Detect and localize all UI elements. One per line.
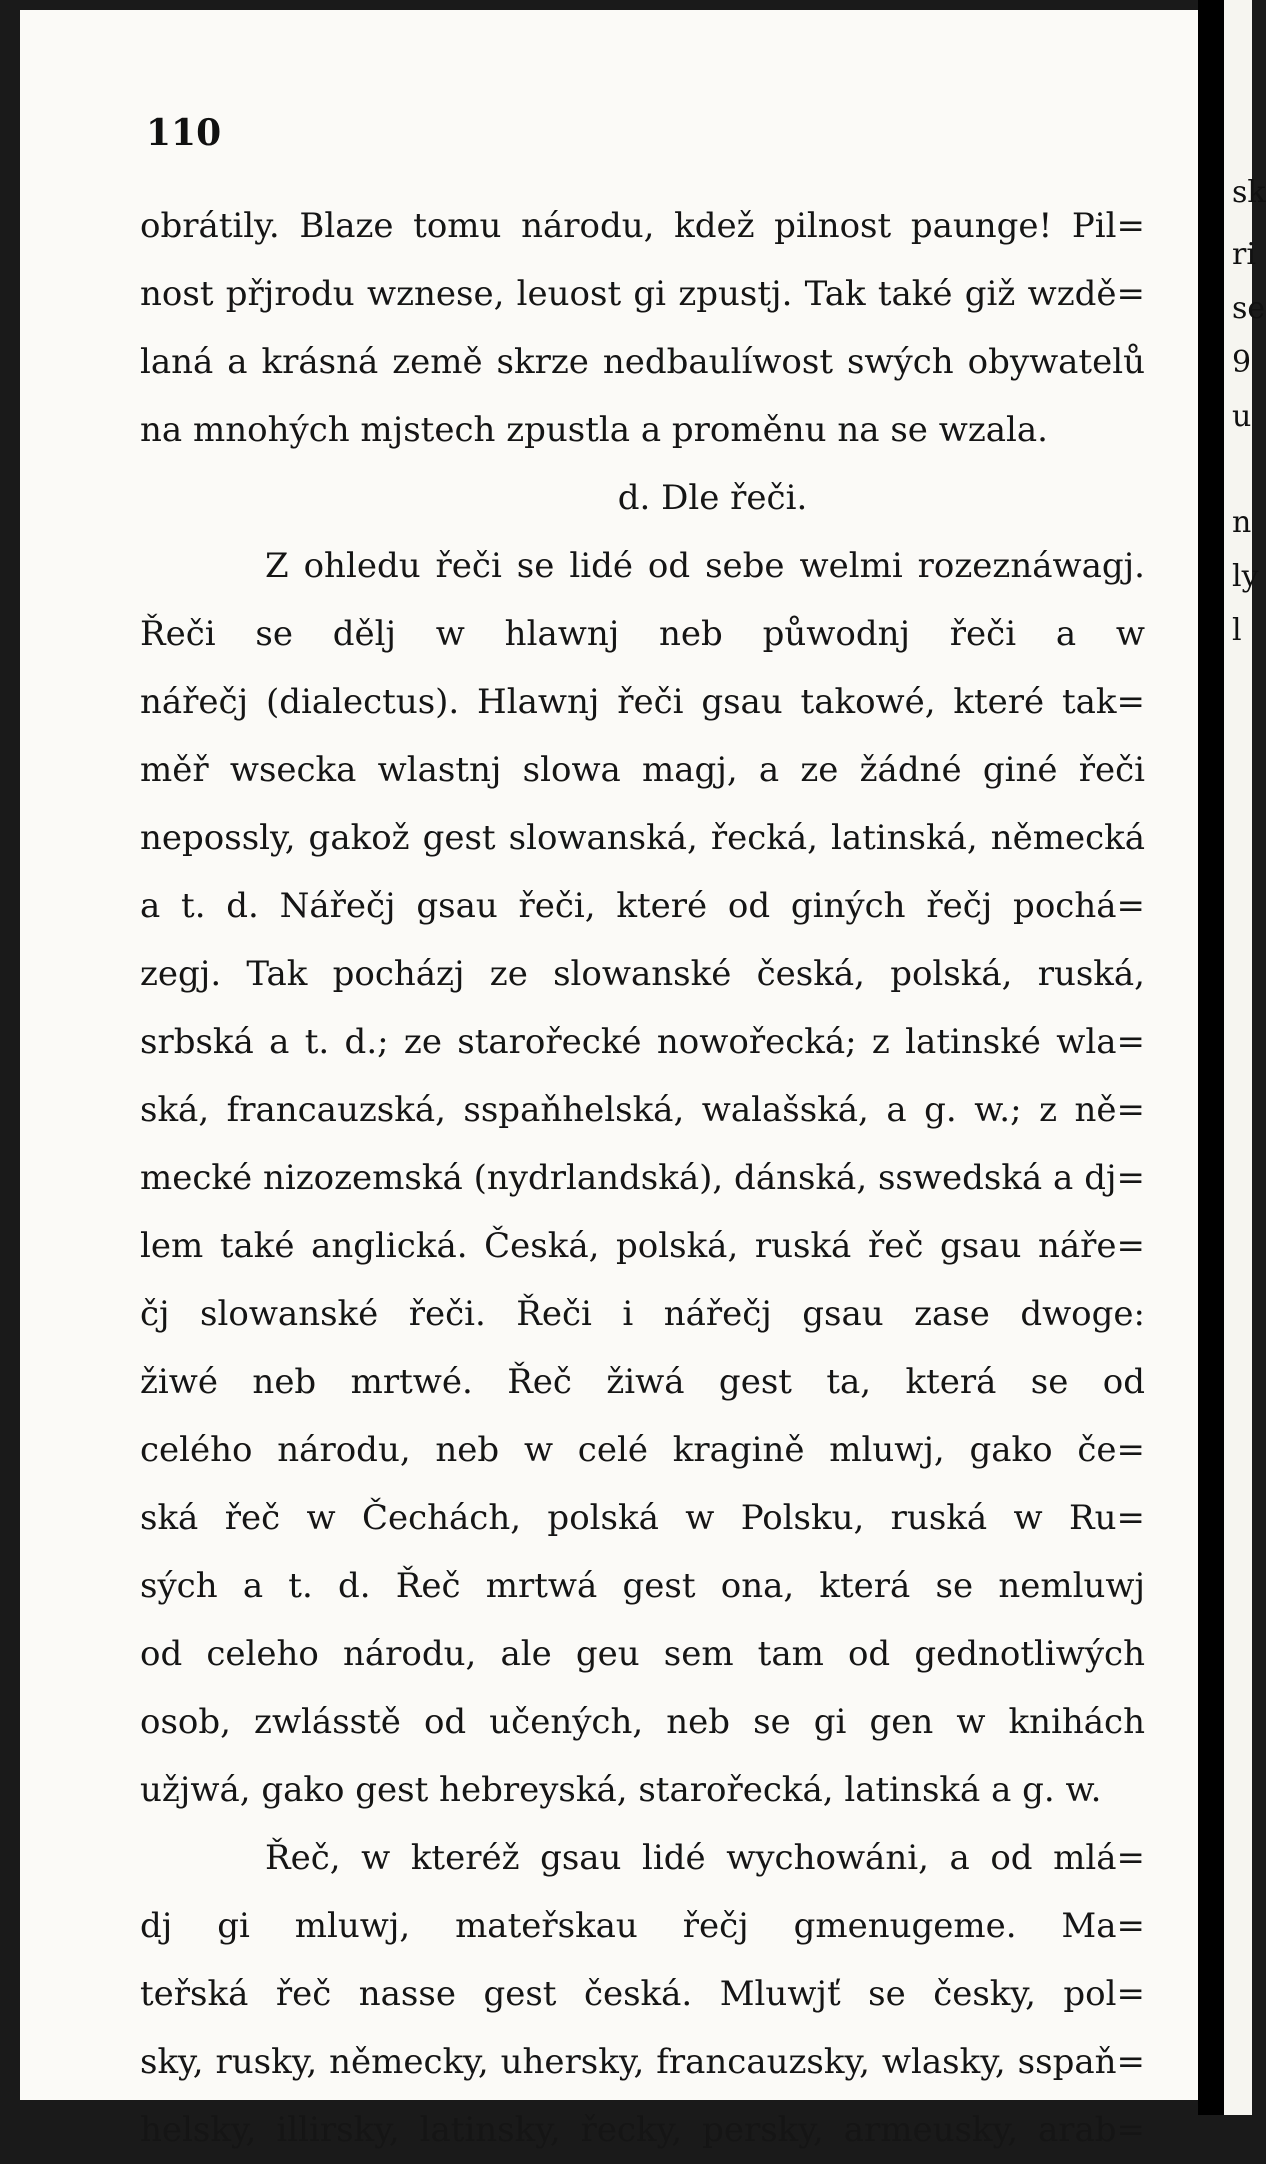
adjacent-page-fragment: n	[1232, 505, 1252, 540]
text-line: srbská a t. d.; ze starořecké nowořecká; z latinské wla=	[140, 1022, 1145, 1062]
text-line: helsky, illirsky, latinsky, řecky, persky, armeusky, arab=	[140, 2110, 1145, 2150]
text-line: užjwá, gako gest hebreyská, starořecká, latinská a g. w.	[140, 1770, 1102, 1810]
text-line: lem také anglická. Česká, polská, ruská řeč gsau náře=	[140, 1226, 1145, 1266]
book-gutter	[1198, 0, 1224, 2115]
text-line: sky, rusky, německy, uhersky, francauzsky, wlasky, sspaň=	[140, 2042, 1145, 2082]
text-line: na mnohých mjstech zpustla a proměnu na se wzala.	[140, 410, 1048, 450]
text-line: měř wsecka wlastnj slowa magj, a ze žádné giné řeči	[140, 750, 1145, 790]
text-line: obrátily. Blaze tomu národu, kdež pilnost paunge! Pil=	[140, 206, 1145, 246]
text-line: nářečj (dialectus). Hlawnj řeči gsau takowé, které tak=	[140, 682, 1145, 722]
adjacent-page-edge	[1224, 0, 1266, 2115]
text-line: ská řeč w Čechách, polská w Polsku, ruská w Ru=	[140, 1498, 1145, 1538]
text-line: čj slowanské řeči. Řeči i nářečj gsau zase dwoge:	[140, 1294, 1145, 1334]
text-line: Z ohledu řeči se lidé od sebe welmi rozeznáwagj.	[265, 546, 1145, 586]
text-line: ská, francauzská, sspaňhelská, walašská, a g. w.; z ně=	[140, 1090, 1145, 1130]
text-line: nost přjrodu wznese, leuost gi zpustj. Tak také giž wzdě=	[140, 274, 1145, 314]
text-line: Řeč, w kteréž gsau lidé wychowáni, a od mlá=	[265, 1838, 1145, 1878]
adjacent-page-fragment: ri	[1232, 237, 1256, 272]
text-line: Řeči se dělj w hlawnj neb půwodnj řeči a w	[140, 614, 1145, 654]
text-line: od celeho národu, ale geu sem tam od gednotliwých	[140, 1634, 1145, 1674]
text-line: a t. d. Nářečj gsau řeči, které od giných řečj pochá=	[140, 886, 1145, 926]
adjacent-page-fragment: ly	[1232, 559, 1259, 594]
section-heading: d. Dle řeči.	[617, 478, 808, 518]
text-line: žiwé neb mrtwé. Řeč žiwá gest ta, která se od	[140, 1362, 1145, 1402]
adjacent-page-fragment: 9	[1232, 345, 1252, 380]
adjacent-page-fragment: sk	[1232, 175, 1266, 210]
text-line: mecké nizozemská (nydrlandská), dánská, sswedská a dj=	[140, 1158, 1145, 1198]
adjacent-page-fragment: u	[1232, 399, 1252, 434]
page-body-text	[140, 192, 1145, 2164]
adjacent-page-fragment: se	[1232, 291, 1266, 326]
text-line: zegj. Tak pocházj ze slowanské česká, polská, ruská,	[140, 954, 1145, 994]
text-line: osob, zwlásstě od učených, neb se gi gen w knihách	[140, 1702, 1145, 1742]
text-line: laná a krásná země skrze nedbaulíwost swých obywatelů	[140, 342, 1145, 382]
adjacent-page-fragment: l	[1232, 613, 1242, 648]
text-line: sých a t. d. Řeč mrtwá gest ona, která se nemluwj	[140, 1566, 1145, 1606]
text-line: celého národu, neb w celé kragině mluwj, gako če=	[140, 1430, 1145, 1470]
text-line: dj gi mluwj, mateřskau řečj gmenugeme. Ma=	[140, 1906, 1145, 1946]
page-number: 110	[146, 112, 222, 154]
text-line: nepossly, gakož gest slowanská, řecká, latinská, německá	[140, 818, 1145, 858]
text-line: teřská řeč nasse gest česká. Mluwjť se česky, pol=	[140, 1974, 1145, 2014]
